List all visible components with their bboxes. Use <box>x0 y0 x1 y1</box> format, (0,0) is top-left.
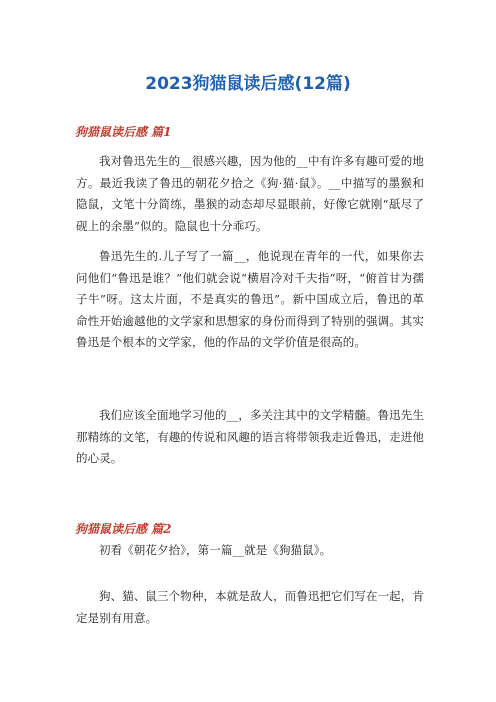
paragraph: 狗、猫、鼠三个物种，本就是敌人，而鲁迅把它们写在一起，肯定是别有用意。 <box>76 589 424 625</box>
section-heading-1: 狗猫鼠读后感 篇1 <box>75 125 172 139</box>
paragraph: 我对鲁迅先生的__很感兴趣，因为他的__中有许多有趣可爱的地方。最近我读了鲁迅的朝花夕拾之《狗·猫·鼠》。__中描写的墨猴和隐鼠，文笔十分简练，墨猴的动态却尽显眼前，好像它就刚“舐尽了砚上的余墨”似的。隐鼠也十分乖巧。 <box>76 154 424 233</box>
document-title: 2023狗猫鼠读后感(12篇) <box>145 74 351 94</box>
section-heading-2: 狗猫鼠读后感 篇2 <box>75 522 172 536</box>
paragraph: 初看《朝花夕拾》，第一篇__就是《狗猫鼠》。 <box>99 543 332 557</box>
paragraph: 我们应该全面地学习他的__，多关注其中的文学精髓。鲁迅先生那精练的文笔，有趣的传说和风趣的语言将带领我走近鲁迅，走进他的心灵。 <box>76 408 424 465</box>
paragraph: 鲁迅先生的.儿子写了一篇__，他说现在青年的一代，如果你去问他们“鲁迅是谁？”他们就会说“横眉冷对千夫指”呀，“俯首甘为孺子牛”呀。这太片面，不是真实的鲁迅”。新中国成立后，鲁迅的革命性开始逾越他的文学家和思想家的身份而得到了特别的强调。其实鲁迅是个根本的文学家，他的作品的文学价值是很高的。 <box>76 249 424 349</box>
